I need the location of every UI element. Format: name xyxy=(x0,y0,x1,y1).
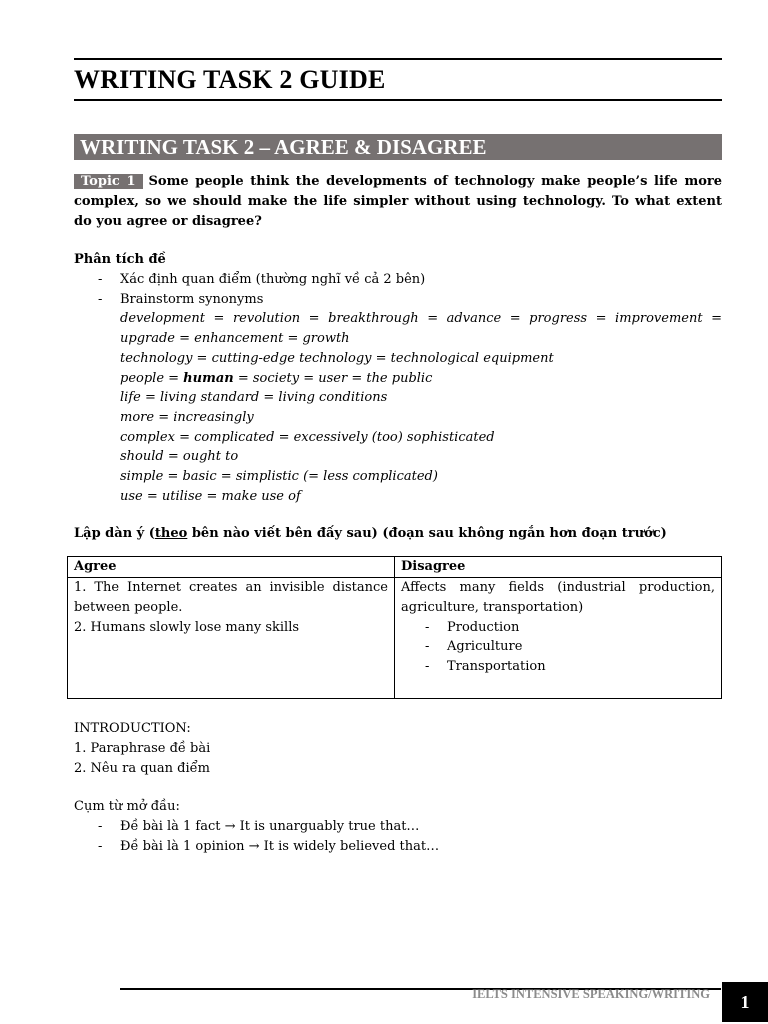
list-item: - Transportation xyxy=(401,657,715,677)
analysis-title: Phân tích đề xyxy=(74,252,166,267)
list-item: - Agriculture xyxy=(401,637,715,657)
agree-point: 2. Humans slowly lose many skills xyxy=(74,619,300,635)
agree-disagree-table xyxy=(67,556,722,699)
topic-text: Some people think the developments of technology make people’s life more complex, so we should make the life simpler without using technology. To what extent do you agree or disagree? xyxy=(74,174,722,229)
outline-post: bên nào viết bên đấy sau) (đoạn sau không ngắn hơn đoạn trước) xyxy=(187,526,667,542)
topic-paragraph xyxy=(74,172,722,232)
synonym-line: technology = cutting-edge technology = technological equipment xyxy=(120,350,554,366)
footer-text: IELTS INTENSIVE SPEAKING/WRITING xyxy=(472,987,710,1001)
table-header-row xyxy=(68,557,722,578)
synonym-pre: people = xyxy=(120,370,184,386)
synonym-post: = society = user = the public xyxy=(233,370,433,386)
disagree-intro: Affects many fields (industrial production, agriculture, transportation) xyxy=(401,580,715,615)
introduction-title: INTRODUCTION: xyxy=(74,721,191,737)
list-item: - Đề bài là 1 fact → It is unarguably true that… xyxy=(74,817,722,837)
analysis-list xyxy=(74,270,722,309)
document-page xyxy=(74,58,722,856)
list-item: 2. Nêu ra quan điểm xyxy=(74,760,210,776)
list-item: - Xác định quan điểm (thường nghĩ về cả 2 bên) xyxy=(74,270,722,290)
phrases-list xyxy=(74,817,722,856)
list-item: - Đề bài là 1 opinion → It is widely believed that… xyxy=(74,837,722,857)
outline-underlined: theo xyxy=(154,526,188,542)
introduction-block xyxy=(74,719,722,778)
synonym-line: development = revolution = breakthrough = advance = progress = improvement = upgrade = enhancement = growth xyxy=(120,311,722,347)
list-item: - Brainstorm synonyms xyxy=(74,290,722,310)
synonym-bold: human xyxy=(183,370,234,386)
agree-header: Agree xyxy=(68,557,395,578)
list-item: 1. Paraphrase đề bài xyxy=(74,740,211,756)
disagree-cell xyxy=(395,578,722,699)
top-rule xyxy=(74,58,722,60)
phrases-block xyxy=(74,797,722,856)
table-row xyxy=(68,578,722,699)
synonym-line xyxy=(74,369,722,389)
synonym-line: complex = complicated = excessively (too) sophisticated xyxy=(120,429,495,445)
outline-pre: Lập dàn ý ( xyxy=(74,526,155,542)
synonym-line: use = utilise = make use of xyxy=(120,488,301,504)
section-title: WRITING TASK 2 – AGREE & DISAGREE xyxy=(74,134,722,160)
outline-title xyxy=(74,524,722,544)
disagree-list xyxy=(401,618,715,677)
synonym-line: simple = basic = simplistic (= less complicated) xyxy=(120,469,438,485)
phrases-title: Cụm từ mở đầu: xyxy=(74,799,180,815)
title-rule xyxy=(74,99,722,101)
page-title: WRITING TASK 2 GUIDE xyxy=(74,65,386,94)
synonym-line: life = living standard = living conditions xyxy=(120,390,388,406)
synonym-line: more = increasingly xyxy=(120,409,254,425)
page-number: 1 xyxy=(722,982,768,1022)
topic-badge: Topic 1 xyxy=(74,174,143,189)
agree-point: 1. The Internet creates an invisible distance between people. xyxy=(74,580,388,615)
agree-cell xyxy=(68,578,395,699)
list-item: - Production xyxy=(401,618,715,638)
synonym-line: should = ought to xyxy=(120,449,239,465)
disagree-header: Disagree xyxy=(395,557,722,578)
